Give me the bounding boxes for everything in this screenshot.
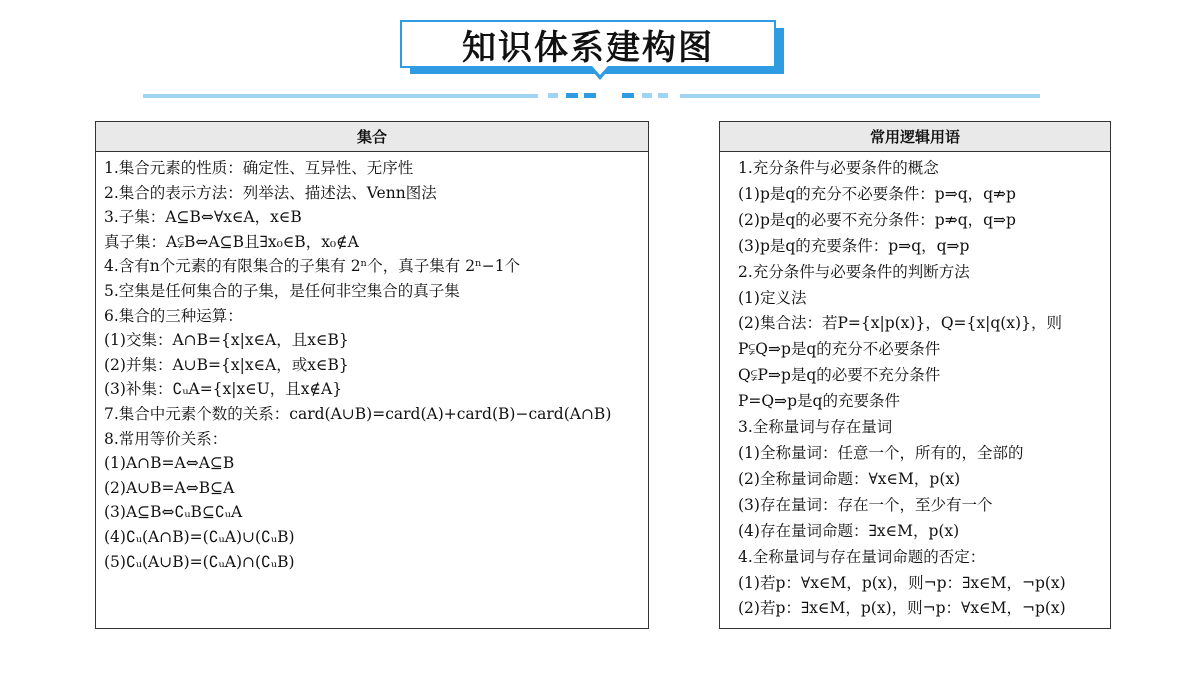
text-line: (1)交集：A∩B={x|x∈A，且x∈B} [104, 331, 349, 350]
text-line: (2)全称量词命题：∀x∈M，p(x) [738, 469, 961, 488]
text-line: 2.集合的表示方法：列举法、描述法、Venn图法 [104, 183, 437, 202]
divider-dash [584, 93, 596, 98]
text-line: 4.全称量词与存在量词命题的否定： [738, 547, 986, 566]
divider-dash [658, 93, 668, 98]
title-banner [400, 20, 776, 68]
divider-right [680, 94, 1040, 98]
text-line: 1.集合元素的性质：确定性、互异性、无序性 [104, 159, 414, 177]
text-line: Q⫋P⇒p是q的必要不充分条件 [738, 366, 941, 385]
text-line: 5.空集是任何集合的子集，是任何非空集合的真子集 [104, 281, 460, 300]
text-line: (1)全称量词：任意一个，所有的，全部的 [738, 443, 1024, 462]
panel-header: 集合 [96, 122, 648, 152]
text-line: (2)p是q的必要不充分条件：p⇏q，q⇒p [738, 210, 1016, 229]
divider-dash [548, 93, 558, 98]
text-line: 真子集：A⫋B⇔A⊆B且∃x₀∈B，x₀∉A [104, 232, 359, 251]
text-line: (4)∁ᵤ(A∩B)=(∁ᵤA)∪(∁ᵤB) [104, 527, 295, 546]
text-line: 8.常用等价关系： [104, 429, 228, 448]
divider-dash [566, 93, 578, 98]
panel-body [720, 152, 1110, 622]
text-line: (2)并集：A∪B={x|x∈A，或x∈B} [104, 355, 349, 374]
page-title: 知识体系建构图 [462, 27, 714, 68]
text-line: (3)存在量词：存在一个，至少有一个 [738, 495, 993, 514]
text-line: 3.子集：A⊆B⇔∀x∈A，x∈B [104, 208, 302, 227]
text-line: 6.集合的三种运算： [104, 306, 243, 325]
text-line: (2)若p：∃x∈M，p(x)，则¬p：∀x∈M，¬p(x) [738, 599, 1066, 618]
text-line: (3)p是q的充要条件：p⇒q，q⇒p [738, 236, 970, 255]
text-line: (4)存在量词命题：∃x∈M，p(x) [738, 521, 960, 540]
sets-panel [95, 121, 649, 629]
text-line: 2.充分条件与必要条件的判断方法 [738, 262, 970, 281]
text-line: P⫋Q⇒p是q的充分不必要条件 [738, 340, 941, 359]
text-line: (1)p是q的充分不必要条件：p⇒q，q⇏p [738, 184, 1016, 203]
text-line: (2)A∪B=A⇔B⊆A [104, 478, 235, 497]
title-pointer-inner [592, 66, 608, 75]
text-line: 4.含有n个元素的有限集合的子集有 2ⁿ个，真子集有 2ⁿ−1个 [104, 257, 521, 276]
panel-body [96, 152, 648, 574]
text-line: (5)∁ᵤ(A∪B)=(∁ᵤA)∩(∁ᵤB) [104, 552, 295, 571]
text-line: (1)定义法 [738, 288, 807, 307]
logic-terms-panel [719, 121, 1111, 629]
text-line: P=Q⇒p是q的充要条件 [738, 392, 900, 411]
text-line: 3.全称量词与存在量词 [738, 418, 893, 437]
text-line: 7.集合中元素个数的关系：card(A∪B)=card(A)+card(B)−card(A∩B) [104, 404, 612, 423]
text-line: (1)A∩B=A⇔A⊆B [104, 454, 235, 473]
text-line: 1.充分条件与必要条件的概念 [738, 159, 939, 177]
text-line: (3)A⊆B⇔∁ᵤB⊆∁ᵤA [104, 503, 243, 522]
divider-left [143, 94, 538, 98]
panel-header: 常用逻辑用语 [720, 122, 1110, 152]
divider-dash [642, 93, 652, 98]
text-line: (3)补集：∁ᵤA={x|x∈U，且x∉A} [104, 380, 343, 399]
text-line: (1)若p：∀x∈M，p(x)，则¬p：∃x∈M，¬p(x) [738, 573, 1066, 592]
divider-dash [622, 93, 634, 98]
text-line: (2)集合法：若P={x|p(x)}，Q={x|q(x)}，则 [738, 314, 1062, 333]
